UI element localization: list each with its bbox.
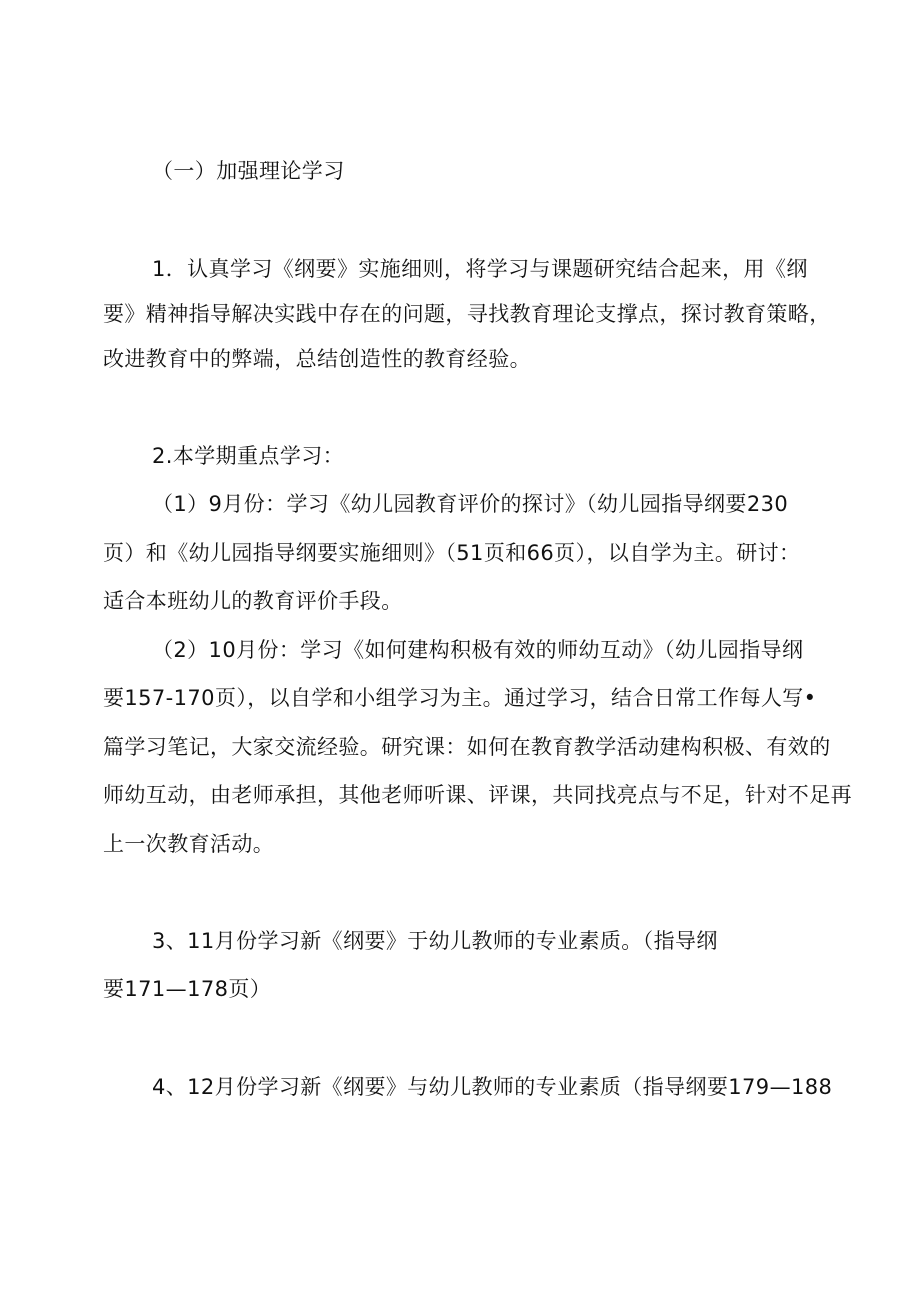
item3-line-1: 3、11月份学习新《纲要》于幼儿教师的专业素质。（指导纲 xyxy=(152,929,718,953)
item1-line-2: 要》精神指导解决实践中存在的问题，寻找教育理论支撑点，探讨教育策略， xyxy=(103,302,831,326)
item2-sub1-line-2: 页）和《幼儿园指导纲要实施细则》（51页和66页），以自学为主。研讨： xyxy=(103,541,801,565)
item2-sub2-line-1: （2）10月份：学习《如何建构积极有效的师幼互动》（幼儿园指导纲 xyxy=(152,638,804,662)
item4-line-1: 4、12月份学习新《纲要》与幼儿教师的专业素质（指导纲要179—188 xyxy=(152,1075,833,1099)
item2-sub2-line-4: 师幼互动，由老师承担，其他老师听课、评课，共同找亮点与不足，针对不足再 xyxy=(103,783,852,807)
item2-sub2-line-5: 上一次教育活动。 xyxy=(103,832,275,856)
item1-line-1: 1．认真学习《纲要》实施细则，将学习与课题研究结合起来，用《纲 xyxy=(152,257,808,281)
item2-sub2-line-2: 要157-170页），以自学和小组学习为主。通过学习，结合日常工作每人写• xyxy=(103,686,817,710)
section-heading: （一）加强理论学习 xyxy=(152,159,345,183)
item2-sub1-line-1: （1）9月份：学习《幼儿园教育评价的探讨》（幼儿园指导纲要230 xyxy=(152,492,789,516)
item2-sub1-line-3: 适合本班幼儿的教育评价手段。 xyxy=(103,589,403,613)
item2-heading: 2.本学期重点学习： xyxy=(152,444,345,468)
item2-sub2-line-3: 篇学习笔记，大家交流经验。研究课：如何在教育教学活动建构积极、有效的 xyxy=(103,735,831,759)
item3-line-2: 要171—178页） xyxy=(103,977,272,1001)
item1-line-3: 改进教育中的弊端，总结创造性的教育经验。 xyxy=(103,347,531,371)
